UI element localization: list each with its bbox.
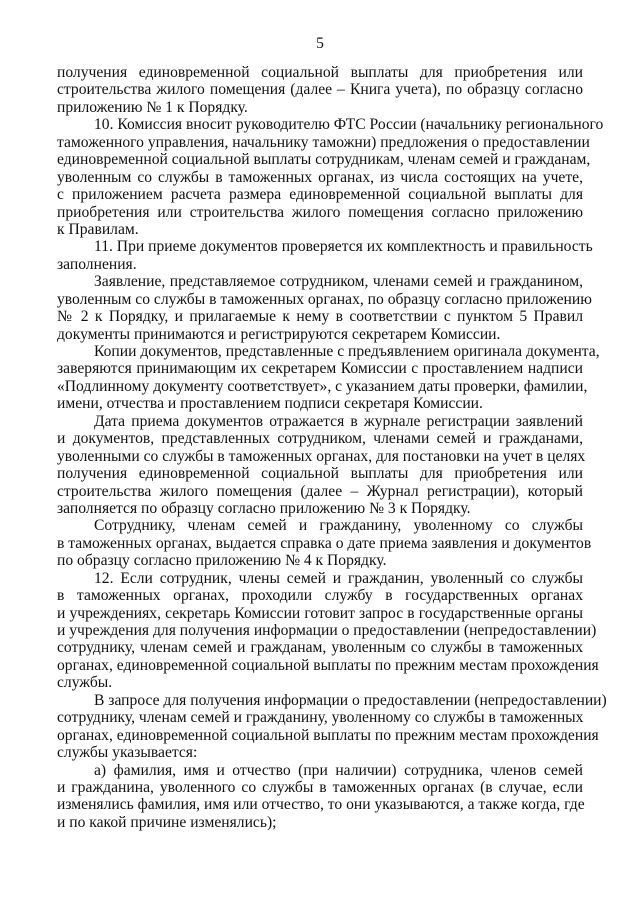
text-line: с приложением расчета размера единовременной социальной выплаты для [57,186,583,204]
text-line: сотруднику, членам семей и гражданину, уволенному со службы в таможенных [57,709,584,727]
text-line: в таможенных органах, проходили службу в государственных органах [57,587,583,605]
paragraph [57,64,583,116]
text-line: В запросе для получения информации о предоставлении (непредоставлении) [94,691,607,709]
text-line: заполнения. [57,255,137,273]
text-line: 10. Комиссия вносит руководителю ФТС России (начальнику регионального [94,116,604,134]
paragraph [57,569,599,692]
text-line: по образцу согласно приложению № 4 к Порядку. [57,552,387,570]
document-body [57,64,607,831]
text-line: приобретения или строительства жилого помещения согласно приложению [57,203,583,221]
text-line: и учреждениях, секретарь Комиссии готовит запрос в государственные органы [57,604,583,622]
text-line: строительства жилого помещения (далее – Книга учета), по образцу согласно [57,81,583,99]
text-line: и гражданина, уволенного со службы в таможенных органах (в случае, если [57,778,583,796]
text-line: приложению № 1 к Порядку. [57,98,248,116]
text-line: к Правилам. [57,220,139,238]
text-line: службы. [57,674,113,692]
paragraph [57,116,604,238]
text-line: заполняется по образцу согласно приложению № 3 к Порядку. [57,499,471,517]
text-line: уволенным со службы в таможенных органах, по образцу согласно приложению [57,290,592,308]
text-line: «Подлинному документу соответствует», с указанием даты проверки, фамилии, [57,377,588,395]
paragraph [57,273,592,343]
text-line: 11. При приеме документов проверяется их комплектность и правильность [94,238,593,256]
text-line: изменялись фамилия, имя или отчество, то они указываются, а также когда, где [57,796,585,814]
page-number: 5 [316,35,324,52]
paragraph [57,412,586,518]
paragraph [57,238,593,273]
text-line: уволенными со службы в таможенных органах, для постановки на учет в целях [57,447,586,465]
text-line: таможенного управления, начальнику таможни) предложения о предоставлении [57,133,590,151]
text-line: имени, отчества и проставлением подписи секретаря Комиссии. [57,395,483,413]
text-line: Копии документов, представленные с предъявлением оригинала документа, [94,343,600,360]
text-line: в таможенных органах, выдается справка о дате приема заявления и документов [57,534,592,552]
text-line: сотруднику, членам семей и гражданам, уволенным со службы в таможенных [57,639,583,657]
text-line: 12. Если сотрудник, члены семей и гражданин, уволенный со службы [94,569,583,587]
paragraph [57,762,583,832]
text-line: и документов, представленных сотрудником, членами семей и гражданами, [57,430,583,448]
text-line: и учреждения для получения информации о предоставлении (непредоставлении) [57,622,597,639]
text-line: Сотруднику, членам семей и гражданину, уволенному со службы [94,517,583,535]
text-line: Дата приема документов отражается в журнале регистрации заявлений [94,412,583,430]
text-line: и по какой причине изменялись); [57,813,277,831]
text-line: органах, единовременной социальной выплаты по прежним местам прохождения [57,726,599,744]
text-line: единовременной социальной выплаты сотрудникам, членам семей и гражданам, [57,151,591,169]
paragraph [57,691,607,762]
text-line: уволенным со службы в таможенных органах, из числа состоящих на учете, [57,168,583,186]
text-line: № 2 к Порядку, и прилагаемые к нему в соответствии с пунктом 5 Правил [57,308,583,326]
text-line: документы принимаются и регистрируются секретарем Комиссии. [57,325,501,343]
text-line: получения единовременной социальной выплаты для приобретения или [57,465,583,483]
paragraph [57,343,600,413]
text-line: получения единовременной социальной выплаты для приобретения или [57,64,583,81]
text-line: Заявление, представляемое сотрудником, членами семей и гражданином, [94,273,583,291]
text-line: заверяются принимающим их секретарем Комиссии с проставлением надписи [57,360,583,378]
paragraph [57,517,592,570]
text-line: органах, единовременной социальной выплаты по прежним местам прохождения [57,656,599,674]
text-line: строительства жилого помещения (далее – Журнал регистрации), который [57,482,583,500]
text-line: а) фамилия, имя и отчество (при наличии) сотрудника, членов семей [94,761,583,779]
text-line: службы указывается: [57,744,198,762]
